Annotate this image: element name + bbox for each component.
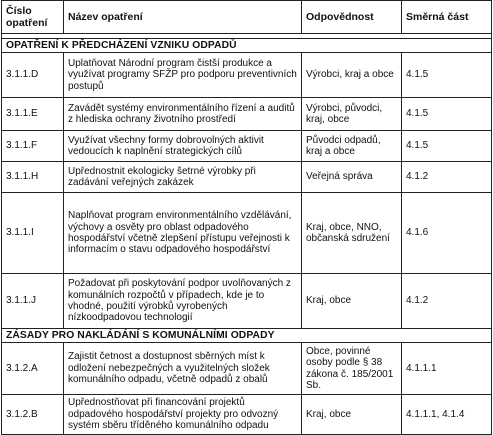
header-responsibility: Odpovědnost bbox=[302, 1, 402, 34]
section-heading-prevention bbox=[2, 39, 492, 53]
measure-number: 3.1.1.E bbox=[2, 98, 64, 131]
table-body bbox=[2, 34, 492, 435]
section-heading-municipal-waste bbox=[2, 329, 492, 343]
header-name: Název opatření bbox=[64, 1, 302, 34]
measure-number: 3.1.2.A bbox=[2, 343, 64, 395]
table-row bbox=[2, 343, 492, 395]
table-row bbox=[2, 131, 492, 162]
measure-responsibility: Výrobci, původci, kraj, obce bbox=[302, 98, 402, 131]
measure-name: Zajistit četnost a dostupnost sběrných míst k odložení nebezpečných a využitelných složek komunálního odpadu, včetně odpadů z obalů bbox=[64, 343, 302, 395]
measure-number: 3.1.1.F bbox=[2, 131, 64, 162]
measure-number: 3.1.1.H bbox=[2, 162, 64, 193]
measure-responsibility: Kraj, obce bbox=[302, 274, 402, 329]
table-row bbox=[2, 162, 492, 193]
measure-target-part: 4.1.2 bbox=[402, 162, 492, 193]
table-row bbox=[2, 395, 492, 435]
section-title: OPATŘENÍ K PŘEDCHÁZENÍ VZNIKU ODPADŮ bbox=[2, 39, 492, 53]
measure-target-part: 4.1.2 bbox=[402, 274, 492, 329]
measure-number: 3.1.1.D bbox=[2, 53, 64, 98]
measure-name: Využívat všechny formy dobrovolných aktivit vedoucích k naplnění strategických cílů bbox=[64, 131, 302, 162]
measure-number: 3.1.1.I bbox=[2, 193, 64, 274]
measure-target-part: 4.1.5 bbox=[402, 98, 492, 131]
measures-table bbox=[1, 0, 492, 435]
header-target-part: Směrná část bbox=[402, 1, 492, 34]
table-row bbox=[2, 274, 492, 329]
measure-name: Upřednostnit ekologicky šetrné výrobky při zadávání veřejných zakázek bbox=[64, 162, 302, 193]
measure-target-part: 4.1.1.1, 4.1.4 bbox=[402, 395, 492, 435]
header-number: Číslo opatření bbox=[2, 1, 64, 34]
measure-number: 3.1.2.B bbox=[2, 395, 64, 435]
measure-name: Uplatňovat Národní program čistší produkce a využívat programy SFŽP pro podporu preventivních postupů bbox=[64, 53, 302, 98]
measure-responsibility: Výrobci, kraj a obce bbox=[302, 53, 402, 98]
table-header bbox=[2, 1, 492, 34]
measure-responsibility: Kraj, obce, NNO, občanská sdružení bbox=[302, 193, 402, 274]
table-row bbox=[2, 53, 492, 98]
table-row bbox=[2, 193, 492, 274]
measure-number: 3.1.1.J bbox=[2, 274, 64, 329]
measure-responsibility: Kraj, obce bbox=[302, 395, 402, 435]
measure-name: Požadovat při poskytování podpor uvolňovaných z komunálních rozpočtů v případech, kde je to vhodné, použití výrobků vyrobených nízkoodpadovou technologií bbox=[64, 274, 302, 329]
measure-name: Zavádět systémy environmentálního řízení a auditů z hlediska ochrany životního prostředí bbox=[64, 98, 302, 131]
measure-name: Upřednostňovat při financování projektů odpadového hospodářství projekty pro odvozný systém sběru tříděného komunálního odpadu bbox=[64, 395, 302, 435]
measure-target-part: 4.1.1.1 bbox=[402, 343, 492, 395]
measure-responsibility: Veřejná správa bbox=[302, 162, 402, 193]
measure-responsibility: Původci odpadů, kraj a obce bbox=[302, 131, 402, 162]
table-row bbox=[2, 98, 492, 131]
section-title: ZÁSADY PRO NAKLÁDÁNÍ S KOMUNÁLNÍMI ODPADY bbox=[2, 329, 492, 343]
measure-target-part: 4.1.6 bbox=[402, 193, 492, 274]
document-page bbox=[1, 0, 491, 435]
measure-name: Naplňovat program environmentálního vzdělávání, výchovy a osvěty pro oblast odpadového hospodářství včetně zlepšení přístupu veřejnosti k informacím o stavu odpadového hospodářství bbox=[64, 193, 302, 274]
measure-target-part: 4.1.5 bbox=[402, 53, 492, 98]
measure-responsibility: Obce, povinné osoby podle § 38 zákona č. 185/2001 Sb. bbox=[302, 343, 402, 395]
measure-target-part: 4.1.5 bbox=[402, 131, 492, 162]
